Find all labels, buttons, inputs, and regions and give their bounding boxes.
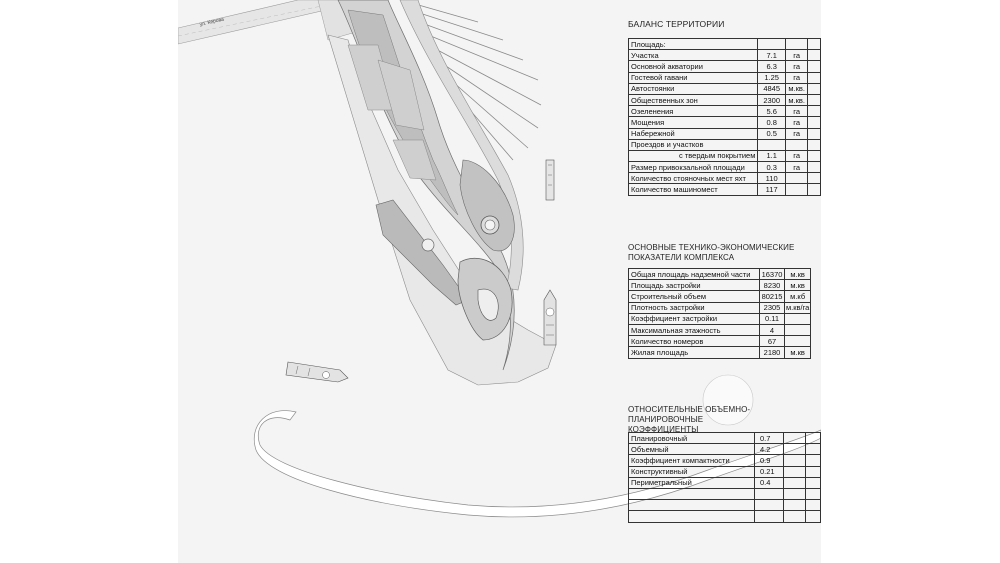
table-row: Коэффициент застройки 0.11 (629, 313, 811, 324)
yacht-east-upper (546, 160, 554, 200)
table-row: Количество номеров 67 (629, 336, 811, 347)
table-row (629, 511, 821, 522)
yacht-west (286, 362, 348, 382)
drawing-sheet (178, 0, 821, 563)
table-row: Автостоянки 4845 м.кв. (629, 83, 821, 94)
table-row: Площадь застройки 8230 м.кв (629, 280, 811, 291)
table-row: Основной акватории 6.3 га (629, 61, 821, 72)
table-row: Количество стояночных мест яхт 110 (629, 173, 821, 184)
coefficients-title (628, 405, 821, 435)
balance-title: БАЛАНС ТЕРРИТОРИИ (628, 19, 725, 29)
rotunda-west (422, 239, 434, 251)
table-row: Плотность застройки 2305 м.кв/га (629, 302, 811, 313)
table-row: Количество машиномест 117 (629, 184, 821, 195)
street-label: ул. Керова (199, 16, 225, 28)
table-row: Общая площадь надземной части 16370 м.кв (629, 269, 811, 280)
table-row: Периметральный 0.4 (629, 477, 821, 488)
coefficients-table (628, 432, 821, 523)
table-row: Озеленения 5.6 га (629, 106, 821, 117)
balance-header: Площадь: (629, 39, 758, 50)
indicators-title (628, 243, 794, 263)
table-row (629, 488, 821, 499)
table-row: Участка 7.1 га (629, 50, 821, 61)
table-row (629, 500, 821, 511)
table-row: Конструктивный 0.21 (629, 466, 821, 477)
coefficients-title-line1: ОТНОСИТЕЛЬНЫЕ ОБЪЕМНО-ПЛАНИРОВОЧНЫЕ (628, 405, 751, 424)
indicators-table (628, 268, 811, 359)
table-row: Размер привокзальной площади 0.3 га (629, 162, 821, 173)
table-row: Коэффициент компактности 0.9 (629, 455, 821, 466)
table-row: Общественных зон 2300 м.кв. (629, 94, 821, 105)
table-row: Планировочный 0.7 (629, 433, 821, 444)
table-row: Проездов и участков (629, 139, 821, 150)
table-row: Набережной 0.5 га (629, 128, 821, 139)
table-row: Объемный 4.2 (629, 444, 821, 455)
coefficients-title-line2: КОЭФФИЦИЕНТЫ (628, 425, 699, 434)
table-row: Гостевой гавани 1.25 га (629, 72, 821, 83)
indicators-title-line1: ОСНОВНЫЕ ТЕХНИКО-ЭКОНОМИЧЕСКИЕ (628, 243, 795, 252)
table-row: Мощения 0.8 га (629, 117, 821, 128)
balance-table (628, 38, 821, 196)
table-row: Максимальная этажность 4 (629, 324, 811, 335)
table-row: Строительный объем 80215 м.кб (629, 291, 811, 302)
table-row (629, 39, 821, 50)
table-row: Жилая площадь 2180 м.кв (629, 347, 811, 358)
indicators-title-line2: ПОКАЗАТЕЛИ КОМПЛЕКСА (628, 253, 735, 262)
yacht-east-lower (544, 290, 556, 345)
table-row: с твердым покрытием 1.1 га (629, 150, 821, 161)
